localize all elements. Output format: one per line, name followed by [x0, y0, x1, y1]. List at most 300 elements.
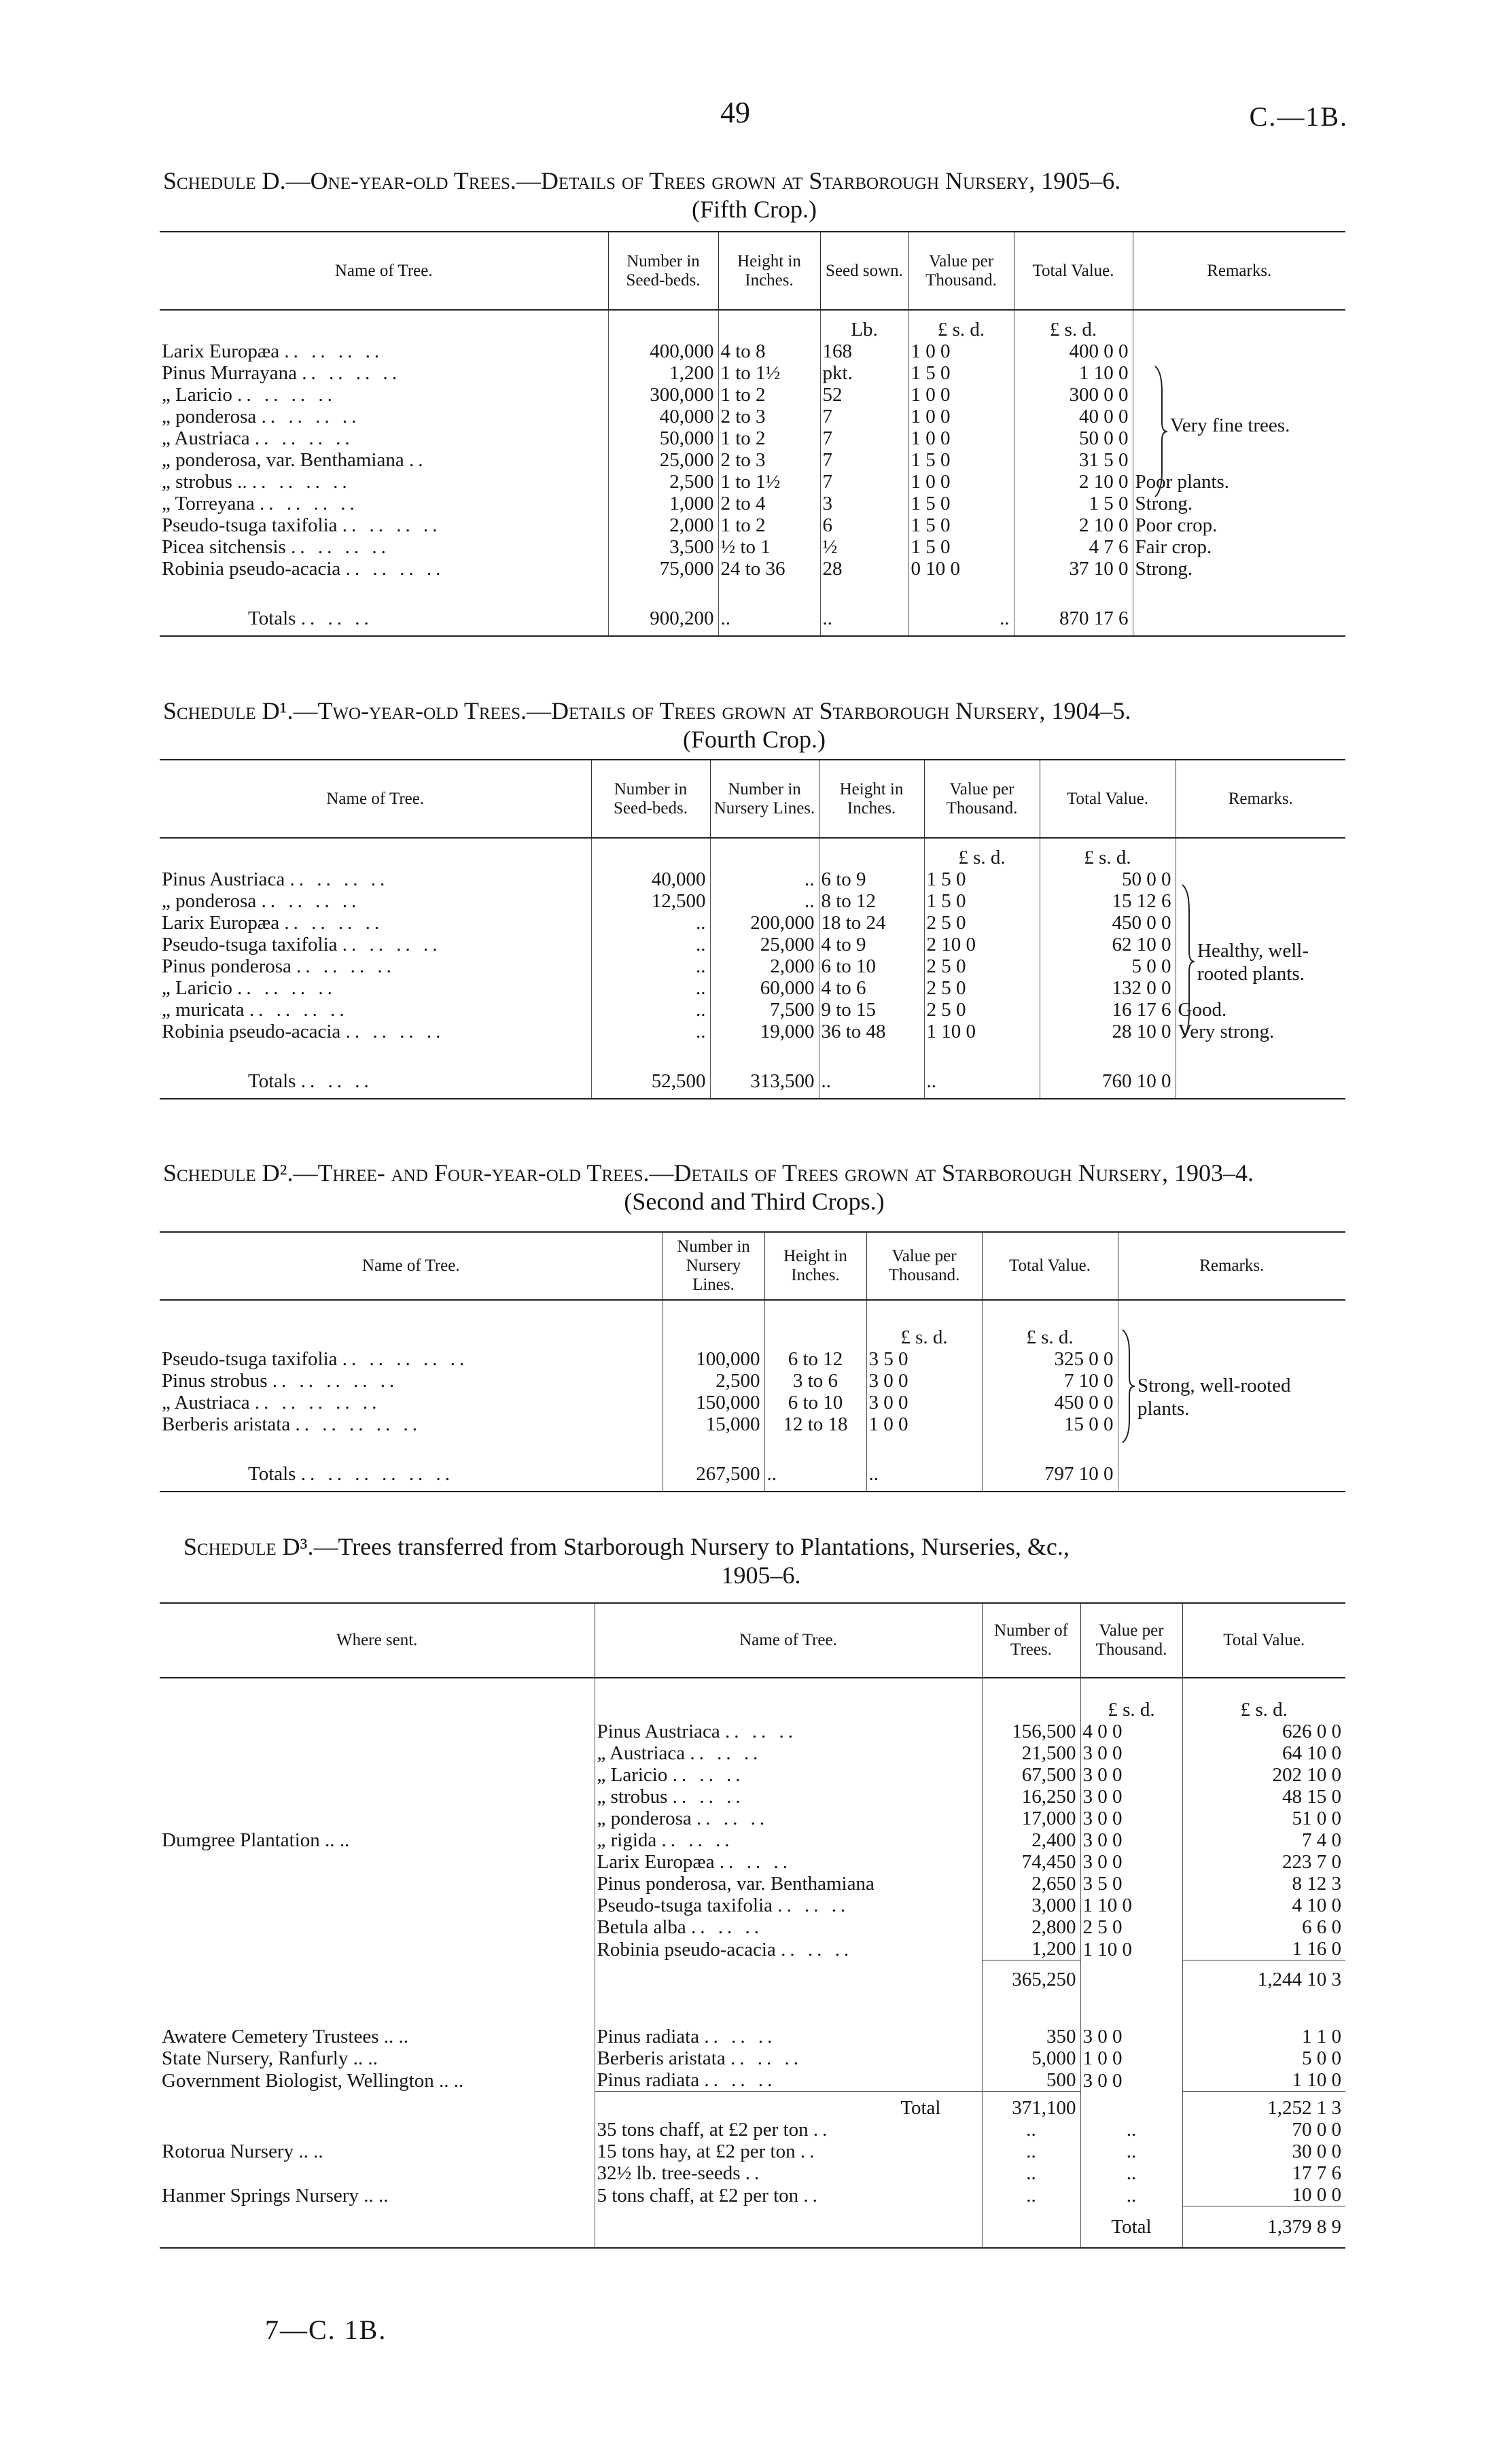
total-cell: 400 0 0 — [1014, 340, 1133, 362]
value-cell: 1 0 0 — [908, 340, 1014, 362]
schedule-d-title — [163, 166, 1345, 224]
totals-lines: 267,500 — [663, 1457, 764, 1492]
value-cell: 3 0 0 — [866, 1392, 982, 1413]
lines-cell: 60,000 — [710, 977, 819, 999]
brace-remark-d: Very fine trees. — [1170, 415, 1290, 436]
unit-total: £ s. d. — [982, 1300, 1118, 1348]
table-row — [160, 2026, 1345, 2047]
table-row — [160, 1721, 1345, 1742]
total-cell: 64 10 0 — [1182, 1742, 1345, 1764]
seedbeds-cell: 40,000 — [608, 406, 718, 427]
spacer-row — [160, 1042, 1345, 1064]
where-cell — [160, 1873, 595, 1895]
where-cell — [160, 1786, 595, 1808]
schedule-d-table — [160, 231, 1345, 637]
schedule-d2-key: Schedule D². — [163, 1159, 294, 1186]
number-cell: 21,500 — [982, 1742, 1080, 1764]
height-cell: 6 to 10 — [819, 955, 924, 977]
header-value: Value per Thousand. — [924, 760, 1040, 838]
remark-cell: Fair crop. — [1133, 536, 1345, 558]
table-row — [160, 912, 1345, 934]
where-cell: Government Biologist, Wellington .. .. — [162, 2069, 464, 2092]
totals-value: 797 10 0 — [982, 1457, 1118, 1492]
table-row — [160, 934, 1345, 955]
units-row — [160, 1300, 1345, 1348]
height-cell: 24 to 36 — [718, 558, 820, 580]
seedbeds-cell: .. — [591, 934, 710, 955]
lines-cell: 15,000 — [663, 1413, 764, 1435]
where-cell — [160, 1721, 595, 1742]
total-cell: 6 6 0 — [1182, 1916, 1345, 1938]
header-total: Total Value. — [1014, 232, 1133, 310]
seed-cell: pkt. — [820, 362, 908, 384]
height-cell: 1 to 2 — [718, 427, 820, 449]
tree-name: Berberis aristata .. .. .. .. .. — [162, 1413, 421, 1435]
page-number: 49 — [720, 96, 750, 129]
value-cell: 3 0 0 — [1080, 2026, 1182, 2047]
tree-name: Pinus radiata .. .. .. — [595, 2069, 982, 2092]
tree-name: Pseudo-tsuga taxifolia .. .. .. .. — [162, 934, 442, 955]
units-row — [160, 838, 1345, 868]
table-row — [160, 1786, 1345, 1808]
blank-cell — [982, 2206, 1080, 2248]
where-cell — [160, 1895, 595, 1916]
value-cell: 2 5 0 — [924, 912, 1040, 934]
total-cell: 62 10 0 — [1040, 934, 1176, 955]
totals-seedbeds: 900,200 — [608, 601, 718, 636]
total-cell: 37 10 0 — [1014, 558, 1133, 580]
number-cell: 2,650 — [982, 1873, 1080, 1895]
totals-row: Totals .. .. .. 52,500 313,500 .. .. 760 10 0 — [160, 1064, 1345, 1099]
total-value: 1,252 1 3 — [1182, 2092, 1345, 2119]
number-cell: 350 — [982, 2026, 1080, 2047]
number-cell: 156,500 — [982, 1721, 1080, 1742]
where-cell — [160, 1916, 595, 1938]
value-cell: 1 0 0 — [908, 471, 1014, 493]
value-cell: 1 0 0 — [908, 427, 1014, 449]
number-cell: 74,450 — [982, 1851, 1080, 1873]
height-cell: 4 to 8 — [718, 340, 820, 362]
seedbeds-cell: .. — [591, 977, 710, 999]
value-cell: 1 5 0 — [908, 362, 1014, 384]
tree-name: „ ponderosa .. .. .. .. — [162, 406, 361, 427]
height-cell: 6 to 10 — [764, 1392, 866, 1413]
remark-cell — [1176, 868, 1345, 890]
total-cell: 16 17 6 — [1040, 999, 1176, 1021]
where-cell: State Nursery, Ranfurly .. .. — [162, 2047, 378, 2069]
number-cell: 16,250 — [982, 1786, 1080, 1808]
value-cell: 1 5 0 — [908, 514, 1014, 536]
table-row — [160, 384, 1345, 406]
seedbeds-cell: 75,000 — [608, 558, 718, 580]
total-label: Total — [595, 2092, 982, 2119]
value-cell: 1 0 0 — [1080, 2047, 1182, 2069]
height-cell: 12 to 18 — [764, 1413, 866, 1435]
table-row — [160, 1895, 1345, 1916]
table-row — [160, 1808, 1345, 1829]
tree-name: „ strobus .. .. .. .. .. — [162, 471, 351, 493]
value-cell: 2 5 0 — [924, 999, 1040, 1021]
tree-name: Robinia pseudo-acacia .. .. .. .. — [162, 558, 445, 580]
grand-total-value: 1,379 8 9 — [1182, 2206, 1345, 2248]
schedule-d1-subtitle: (Fourth Crop.) — [683, 726, 826, 753]
lines-cell: 150,000 — [663, 1392, 764, 1413]
table-row — [160, 2119, 1345, 2141]
tree-name: Pinus ponderosa, var. Benthamiana — [595, 1873, 982, 1895]
header-total: Total Value. — [1040, 760, 1176, 838]
tree-name: Pinus ponderosa .. .. .. .. — [162, 955, 395, 977]
value-cell: 1 5 0 — [908, 449, 1014, 471]
total-number: 371,100 — [982, 2092, 1080, 2119]
height-cell: 6 to 12 — [764, 1348, 866, 1370]
total-cell: 5 0 0 — [1040, 955, 1176, 977]
where-cell: Rotorua Nursery .. .. — [162, 2141, 323, 2162]
tree-name: „ ponderosa .. .. .. .. — [162, 890, 361, 912]
seedbeds-cell: .. — [591, 955, 710, 977]
table-row — [160, 2047, 1345, 2069]
tree-name: „ Laricio .. .. .. .. — [162, 384, 336, 406]
total-cell: 10 0 0 — [1182, 2184, 1345, 2206]
number-cell: .. — [982, 2119, 1080, 2141]
table-row — [160, 1916, 1345, 1938]
table-row — [160, 2162, 1345, 2184]
total-cell: 1 10 0 — [1182, 2069, 1345, 2092]
totals-lines: 313,500 — [710, 1064, 819, 1099]
schedule-d2-heading: —Three- and Four-year-old Trees.—Details of Trees grown at Starborough Nursery, 1903–4. — [293, 1159, 1254, 1186]
value-cell: 1 0 0 — [908, 384, 1014, 406]
height-cell: 3 to 6 — [764, 1370, 866, 1392]
header-name: Name of Tree. — [160, 1232, 663, 1300]
value-cell: 3 0 0 — [1080, 1742, 1182, 1764]
header-value: Value per Thousand. — [908, 232, 1014, 310]
brace-d2 — [1121, 1328, 1135, 1444]
tree-name: Larix Europæa .. .. .. — [595, 1851, 982, 1873]
header-name: Name of Tree. — [160, 760, 591, 838]
subtotal-value: 1,244 10 3 — [1182, 1960, 1345, 1999]
document-code: C.—1B. — [1249, 101, 1348, 132]
subtotal-row — [160, 1960, 1345, 1999]
seedbeds-cell: 1,200 — [608, 362, 718, 384]
where-cell: Hanmer Springs Nursery .. .. — [162, 2184, 389, 2206]
seed-cell: 28 — [820, 558, 908, 580]
value-cell: 1 5 0 — [924, 868, 1040, 890]
height-cell: 18 to 24 — [819, 912, 924, 934]
remark-cell — [1133, 340, 1345, 362]
total-cell: 626 0 0 — [1182, 1721, 1345, 1742]
value-cell: 1 10 0 — [1080, 1938, 1182, 1960]
totals-label: Totals — [248, 1462, 296, 1485]
seed-cell: 168 — [820, 340, 908, 362]
height-cell: 36 to 48 — [819, 1021, 924, 1042]
total-row — [160, 2092, 1345, 2119]
tree-name: Berberis aristata .. .. .. — [595, 2047, 982, 2069]
table-row — [160, 1851, 1345, 1873]
header-height: Height in Inches. — [819, 760, 924, 838]
value-cell: 1 10 0 — [924, 1021, 1040, 1042]
seedbeds-cell: 25,000 — [608, 449, 718, 471]
schedule-d1-key: Schedule D¹. — [163, 697, 294, 724]
totals-label: Totals — [248, 1070, 296, 1092]
table-row — [160, 493, 1345, 514]
lines-cell: 2,000 — [710, 955, 819, 977]
grand-total-row — [160, 2206, 1345, 2248]
total-cell: 325 0 0 — [982, 1348, 1118, 1370]
number-cell: 5,000 — [982, 2047, 1080, 2069]
totals-label: Totals — [248, 607, 296, 629]
table-row — [160, 514, 1345, 536]
total-cell: 30 0 0 — [1182, 2141, 1345, 2162]
unit-lb: Lb. — [820, 310, 908, 340]
tree-name: „ Torreyana .. .. .. .. — [162, 493, 359, 514]
value-cell: 1 0 0 — [908, 406, 1014, 427]
number-cell: 2,400 — [982, 1829, 1080, 1851]
total-cell: 50 0 0 — [1040, 868, 1176, 890]
remark-cell — [1118, 1348, 1345, 1370]
header-remarks: Remarks. — [1118, 1232, 1345, 1300]
brace-d1 — [1181, 883, 1195, 1040]
value-cell: 3 0 0 — [1080, 1786, 1182, 1808]
number-cell: 2,800 — [982, 1916, 1080, 1938]
seed-cell: 52 — [820, 384, 908, 406]
tree-name: 35 tons chaff, at £2 per ton .. — [595, 2119, 982, 2141]
value-cell: 3 0 0 — [1080, 1829, 1182, 1851]
where-cell — [160, 1938, 595, 1960]
table-row — [160, 1742, 1345, 1764]
schedule-d1-heading: —Two-year-old Trees.—Details of Trees grown at Starborough Nursery, 1904–5. — [293, 697, 1131, 724]
lines-cell: 7,500 — [710, 999, 819, 1021]
total-cell: 17 7 6 — [1182, 2162, 1345, 2184]
table-row — [160, 471, 1345, 493]
remark-cell: Strong. — [1133, 493, 1345, 514]
value-cell: 1 0 0 — [866, 1413, 982, 1435]
tree-name: Pseudo-tsuga taxifolia .. .. .. .. — [162, 514, 442, 536]
table-row — [160, 2069, 1345, 2092]
total-cell: 15 0 0 — [982, 1413, 1118, 1435]
lines-cell: .. — [710, 890, 819, 912]
page-footer: 7—C. 1B. — [265, 2315, 387, 2345]
header-lines: Number in Nursery Lines. — [663, 1232, 764, 1300]
seed-cell: 6 — [820, 514, 908, 536]
seed-cell: 7 — [820, 427, 908, 449]
where-cell — [160, 1742, 595, 1764]
total-cell: 50 0 0 — [1014, 427, 1133, 449]
tree-name: 5 tons chaff, at £2 per ton .. — [595, 2184, 982, 2206]
table-row — [160, 362, 1345, 384]
tree-name: „ rigida .. .. .. — [595, 1829, 982, 1851]
tree-name: Picea sitchensis .. .. .. .. — [162, 536, 390, 558]
remark-cell — [1176, 890, 1345, 912]
seedbeds-cell: 12,500 — [591, 890, 710, 912]
header-value: Value per Thousand. — [1080, 1603, 1182, 1678]
value-cell: 3 5 0 — [866, 1348, 982, 1370]
table-row — [160, 955, 1345, 977]
seed-cell: 7 — [820, 406, 908, 427]
height-cell: 1 to 2 — [718, 384, 820, 406]
value-cell: 1 5 0 — [908, 536, 1014, 558]
table-row — [160, 1938, 1345, 1960]
tree-name: Larix Europæa .. .. .. .. — [162, 340, 384, 362]
value-cell: .. — [1080, 2184, 1182, 2206]
schedule-d3-key: Schedule D³. — [183, 1533, 314, 1560]
totals-row: Totals .. .. .. 900,200 .. .. .. 870 17 6 — [160, 601, 1345, 636]
total-cell: 28 10 0 — [1040, 1021, 1176, 1042]
tree-name: „ Austriaca .. .. .. — [595, 1742, 982, 1764]
total-cell: 8 12 3 — [1182, 1873, 1345, 1895]
value-cell: 2 5 0 — [924, 977, 1040, 999]
header-remarks: Remarks. — [1133, 232, 1345, 310]
total-cell: 1 1 0 — [1182, 2026, 1345, 2047]
total-cell: 450 0 0 — [982, 1392, 1118, 1413]
table-row — [160, 1764, 1345, 1786]
height-cell: 2 to 4 — [718, 493, 820, 514]
grand-total-label: Total — [1080, 2206, 1182, 2248]
table-row — [160, 536, 1345, 558]
table-row — [160, 427, 1345, 449]
table-row — [160, 1348, 1345, 1370]
tree-name: Pinus Austriaca .. .. .. .. — [162, 868, 389, 890]
table-row — [160, 2184, 1345, 2206]
remark-cell: Poor crop. — [1133, 514, 1345, 536]
value-cell: 0 10 0 — [908, 558, 1014, 580]
total-cell: 48 15 0 — [1182, 1786, 1345, 1808]
header-total: Total Value. — [982, 1232, 1118, 1300]
header-number: Number of Trees. — [982, 1603, 1080, 1678]
seedbeds-cell: 400,000 — [608, 340, 718, 362]
total-cell: 300 0 0 — [1014, 384, 1133, 406]
where-cell — [160, 1808, 595, 1829]
value-cell: 4 0 0 — [1080, 1721, 1182, 1742]
blank-cell — [160, 2092, 595, 2119]
value-cell: 3 5 0 — [1080, 1873, 1182, 1895]
schedule-d3-table — [160, 1602, 1345, 2249]
table-row — [160, 999, 1345, 1021]
value-cell: 3 0 0 — [1080, 1764, 1182, 1786]
seed-cell: 7 — [820, 471, 908, 493]
tree-name: Pinus Murrayana .. .. .. .. — [162, 362, 401, 384]
value-cell: 3 0 0 — [1080, 2069, 1182, 2092]
seed-cell: 3 — [820, 493, 908, 514]
header-lines: Number in Nursery Lines. — [710, 760, 819, 838]
number-cell: 17,000 — [982, 1808, 1080, 1829]
lines-cell: 200,000 — [710, 912, 819, 934]
value-cell: 1 5 0 — [908, 493, 1014, 514]
seedbeds-cell: 300,000 — [608, 384, 718, 406]
height-cell: 4 to 6 — [819, 977, 924, 999]
schedule-d3-subtitle: 1905–6. — [721, 1562, 801, 1589]
table-row — [160, 2141, 1345, 2162]
total-cell: 132 0 0 — [1040, 977, 1176, 999]
spacer-row — [160, 1435, 1345, 1457]
total-cell: 4 10 0 — [1182, 1895, 1345, 1916]
total-cell: 15 12 6 — [1040, 890, 1176, 912]
tree-name: „ ponderosa .. .. .. — [595, 1808, 982, 1829]
schedule-d3-heading: —Trees transferred from Starborough Nursery to Plantations, Nurseries, &c., — [313, 1533, 1070, 1560]
height-cell: 9 to 15 — [819, 999, 924, 1021]
unit-value: £ s. d. — [1080, 1678, 1182, 1721]
number-cell: .. — [982, 2162, 1080, 2184]
total-cell: 70 0 0 — [1182, 2119, 1345, 2141]
seed-cell: 7 — [820, 449, 908, 471]
seedbeds-cell: 2,000 — [608, 514, 718, 536]
totals-value: 760 10 0 — [1040, 1064, 1176, 1099]
height-cell: 2 to 3 — [718, 449, 820, 471]
total-cell: 7 10 0 — [982, 1370, 1118, 1392]
schedule-d1-table — [160, 759, 1345, 1099]
number-cell: .. — [982, 2184, 1080, 2206]
tree-name: „ Austriaca .. .. .. .. .. — [162, 1392, 381, 1413]
height-cell: 1 to 1½ — [718, 362, 820, 384]
brace-remark-d1: Healthy, well-rooted plants. — [1197, 940, 1309, 985]
total-cell: 51 0 0 — [1182, 1808, 1345, 1829]
subtotal-number: 365,250 — [982, 1960, 1080, 1999]
spacer-row — [160, 580, 1345, 601]
header-value: Value per Thousand. — [866, 1232, 982, 1300]
schedule-d3-title — [183, 1532, 1339, 1589]
lines-cell: 25,000 — [710, 934, 819, 955]
where-cell: Dumgree Plantation .. .. — [162, 1829, 350, 1851]
tree-name: 32½ lb. tree-seeds .. — [595, 2162, 982, 2184]
tree-name: Betula alba .. .. .. — [595, 1916, 982, 1938]
lines-cell: .. — [710, 868, 819, 890]
header-name: Name of Tree. — [160, 232, 608, 310]
tree-name: Pinus strobus .. .. .. .. .. — [162, 1370, 399, 1392]
tree-name: „ ponderosa, var. Benthamiana .. — [162, 449, 427, 471]
table-row — [160, 340, 1345, 362]
remark-cell: Poor plants. — [1133, 471, 1345, 493]
tree-name: Robinia pseudo-acacia .. .. .. — [595, 1938, 982, 1960]
where-cell — [160, 1851, 595, 1873]
schedule-d2-table — [160, 1231, 1345, 1492]
schedule-d-subtitle: (Fifth Crop.) — [692, 196, 817, 223]
value-cell: .. — [1080, 2162, 1182, 2184]
remark-cell: Strong. — [1133, 558, 1345, 580]
lines-cell: 2,500 — [663, 1370, 764, 1392]
header-remarks: Remarks. — [1176, 760, 1345, 838]
total-cell: 40 0 0 — [1014, 406, 1133, 427]
unit-total: £ s. d. — [1182, 1678, 1345, 1721]
value-cell: 1 5 0 — [924, 890, 1040, 912]
unit-value: £ s. d. — [908, 310, 1014, 340]
total-cell: 2 10 0 — [1014, 471, 1133, 493]
blank-cell — [595, 1960, 982, 1999]
value-cell: .. — [1080, 2119, 1182, 2141]
seed-cell: ½ — [820, 536, 908, 558]
tree-name: Larix Europæa .. .. .. .. — [162, 912, 384, 934]
header-height: Height in Inches. — [718, 232, 820, 310]
seedbeds-cell: 50,000 — [608, 427, 718, 449]
totals-seedbeds: 52,500 — [591, 1064, 710, 1099]
blank-cell — [1080, 2092, 1182, 2119]
schedule-d-heading: —One-year-old Trees.—Details of Trees grown at Starborough Nursery, 1905–6. — [285, 167, 1121, 194]
tree-name: „ Laricio .. .. .. — [595, 1764, 982, 1786]
total-cell: 450 0 0 — [1040, 912, 1176, 934]
table-row — [160, 868, 1345, 890]
total-cell: 1 5 0 — [1014, 493, 1133, 514]
unit-total: £ s. d. — [1040, 838, 1176, 868]
height-cell: 6 to 9 — [819, 868, 924, 890]
total-cell: 1 16 0 — [1182, 1938, 1345, 1960]
unit-total: £ s. d. — [1014, 310, 1133, 340]
total-cell: 1 10 0 — [1014, 362, 1133, 384]
tree-name: 15 tons hay, at £2 per ton .. — [595, 2141, 982, 2162]
brace-remark-d2: Strong, well-rooted plants. — [1137, 1375, 1291, 1420]
tree-name: Pseudo-tsuga taxifolia .. .. .. .. .. — [162, 1348, 469, 1370]
header-name: Name of Tree. — [595, 1603, 982, 1678]
tree-name: Pinus radiata .. .. .. — [595, 2026, 982, 2047]
units-row — [160, 1678, 1345, 1721]
header-height: Height in Inches. — [764, 1232, 866, 1300]
number-cell: 67,500 — [982, 1764, 1080, 1786]
